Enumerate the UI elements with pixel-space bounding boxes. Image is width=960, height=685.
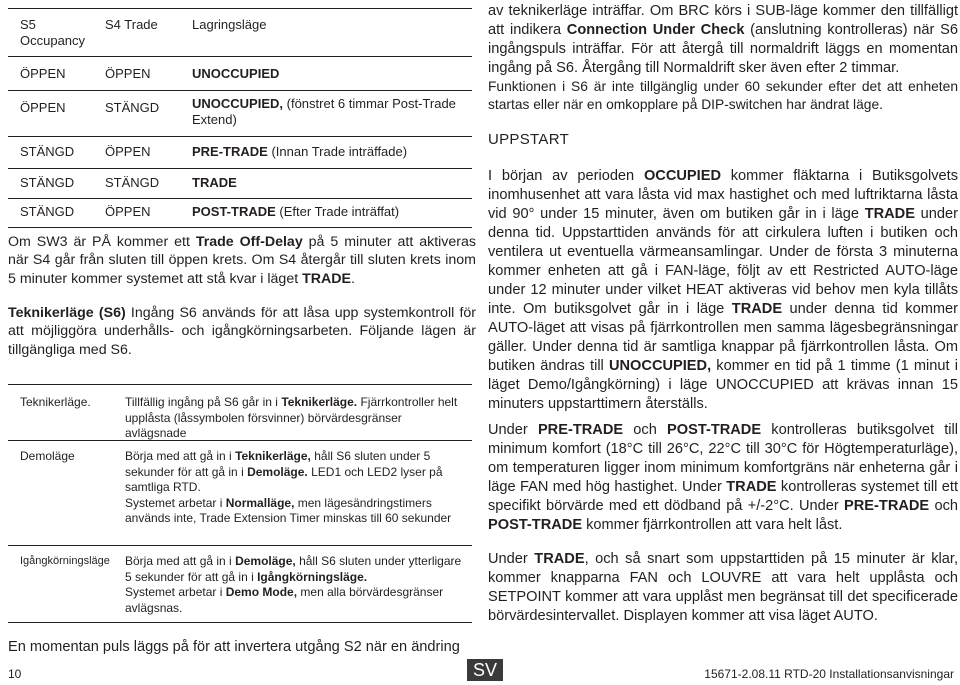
cell-s4: ÖPPEN: [105, 66, 151, 81]
cell-s5: ÖPPEN: [20, 100, 66, 115]
cell-s5: STÄNGD: [20, 204, 75, 219]
mode-description: Börja med att gå in i Teknikerläge, håll S6 sluten under 5 sekunder för att gå in i Demoläge. LED1 och LED2 lyser på samtliga RTD. Systemet arbetar i Normalläge, men lägesändringstimers används inte, Trade Extension Timer minskas till 60 sekunder: [125, 449, 452, 525]
header-mode: Lagringsläge: [192, 17, 267, 32]
mode-description: Tillfällig ingång på S6 går in i Teknikerläge. Fjärrkontroller helt upplåsta (låssymbolen försvinner) börvärdesgränser avlägsnade: [125, 395, 458, 440]
cell-mode: UNOCCUPIED: [192, 66, 280, 81]
cell-mode: PRE-TRADE (Innan Trade inträffade): [192, 144, 408, 159]
cell-s5: ÖPPEN: [20, 66, 66, 81]
document-reference: 15671-2.08.11 RTD-20 Installationsanvisningar: [704, 667, 954, 681]
table-row: [8, 385, 472, 440]
technician-mode-continued: av teknikerläge inträffar. Om BRC körs i SUB-läge kommer den tillfälligt att indikera Connection Under Check (anslutning kontrolleras) när S6 ingångspuls inträffar. För att återgå till normaldrift läggs en momentan ingång på S6. Återgång till Normaldrift sker även efter 2 timmar.: [488, 3, 958, 76]
cell-s4: ÖPPEN: [105, 204, 151, 219]
mode-name: Demoläge: [20, 449, 75, 463]
state-table-header: [8, 9, 472, 56]
table-row: [8, 90, 472, 136]
state-table: [8, 8, 472, 228]
table-row: [8, 440, 472, 545]
modes-table: [8, 384, 472, 623]
trade-paragraph: Under TRADE, och så snart som uppstarttiden på 15 minuter är klar, kommer knapparna FAN och LOUVRE att vara helt upplåsta och SETPOINT kommer att vara upplåst men begränsat till det specificerade börvärdesintervallet. Displayen kommer att visa läget AUTO.: [488, 551, 958, 624]
mode-name: Igångkörningsläge: [20, 555, 110, 567]
table-row: [8, 136, 472, 168]
pre-post-trade-paragraph: Under PRE-TRADE och POST-TRADE kontrolleras butiksgolvet till minimum komfort (18°C till 26°C, 22°C till 30°C för Högtemperaturläge), om temperaturen ligger inom minimum komfortgräns när enheterna går i läge FAN med hög hastighet. Under TRADE kontrolleras systemet till ett specifikt börvärde med ett dödband på +/-2°C. Under PRE-TRADE och POST-TRADE kommer fjärrkontrollen att vara helt låst.: [488, 422, 958, 533]
trade-off-delay-paragraph: Om SW3 är PÅ kommer ett Trade Off-Delay på 5 minuter att aktiveras när S4 går från sluten till öppen krets. Om S4 återgår till sluten krets inom 5 minuter kommer systemet att stå kvar i läget TRADE.: [8, 234, 476, 287]
cell-s4: STÄNGD: [105, 175, 160, 190]
cell-mode: UNOCCUPIED, (fönstret 6 timmar Post-Trade Extend): [192, 96, 456, 127]
cell-mode: POST-TRADE (Efter Trade inträffat): [192, 204, 400, 219]
technician-mode-paragraph: Teknikerläge (S6) Ingång S6 används för att låsa upp systemkontroll för att möjliggöra underhålls- och igångkörningsarbeten. Följande lägen är tillgängliga med S6.: [8, 305, 476, 358]
table-row: [8, 56, 472, 90]
cell-s5: STÄNGD: [20, 144, 75, 159]
header-s4: S4 Trade: [105, 17, 158, 32]
startup-paragraph: I början av perioden OCCUPIED kommer fläktarna i Butiksgolvets inomhusenhet att vara låsta vid max hastighet och med luftriktarna låsta vid 90° under 15 minuter, även om butiken går in i läge TRADE under denna tid. Uppstarttiden används för att cirkulera luften i butiken och ventilera ut eventuella värmeansamlingar. Under de första 3 minuterna kommer enheten att gå i FAN-läge, följt av ett Restricted AUTO-läge under 12 minuter under vilket HEAT aktiveras vid behov men kyla tillåts inte. Om butiksgolvet går in i läge TRADE under denna tid kommer AUTO-läget att visas på fjärrkontrollen men samma lägesbegränsningar gäller. Under denna tid är samtliga knappar på fjärrkontrollen låsta. Om butiken ändras till UNOCCUPIED, kommer en tid på 1 timme (1 minut i läget Demo/Igångkörning) i läge UNOCCUPIED att krävas innan 15 minuters uppstarttimern återställs.: [488, 168, 958, 412]
cell-s4: ÖPPEN: [105, 144, 151, 159]
s6-availability-note: Funktionen i S6 är inte tillgänglig under 60 sekunder efter det att enheten startas eller när en omkopplare på DIP-switchen har ändrat läge.: [488, 79, 958, 112]
page-number: 10: [8, 667, 22, 681]
section-heading: UPPSTART: [488, 131, 570, 148]
table-row: [8, 198, 472, 227]
mode-description: Börja med att gå in i Demoläge, håll S6 sluten under ytterligare 5 sekunder för att gå in i Igångkörningsläge. Systemet arbetar i Demo Mode, men alla börvärdesgränser avlägsnas.: [125, 554, 462, 615]
pulse-paragraph: En momentan puls läggs på för att invertera utgång S2 när en ändring: [8, 639, 460, 655]
cell-s4: STÄNGD: [105, 100, 160, 115]
header-s5: S5 Occupancy: [20, 17, 86, 48]
cell-s5: STÄNGD: [20, 175, 75, 190]
mode-name: Teknikerläge.: [20, 395, 91, 409]
language-badge: SV: [467, 659, 503, 681]
table-row: [8, 545, 472, 622]
cell-mode: TRADE: [192, 175, 237, 190]
table-row: [8, 168, 472, 198]
